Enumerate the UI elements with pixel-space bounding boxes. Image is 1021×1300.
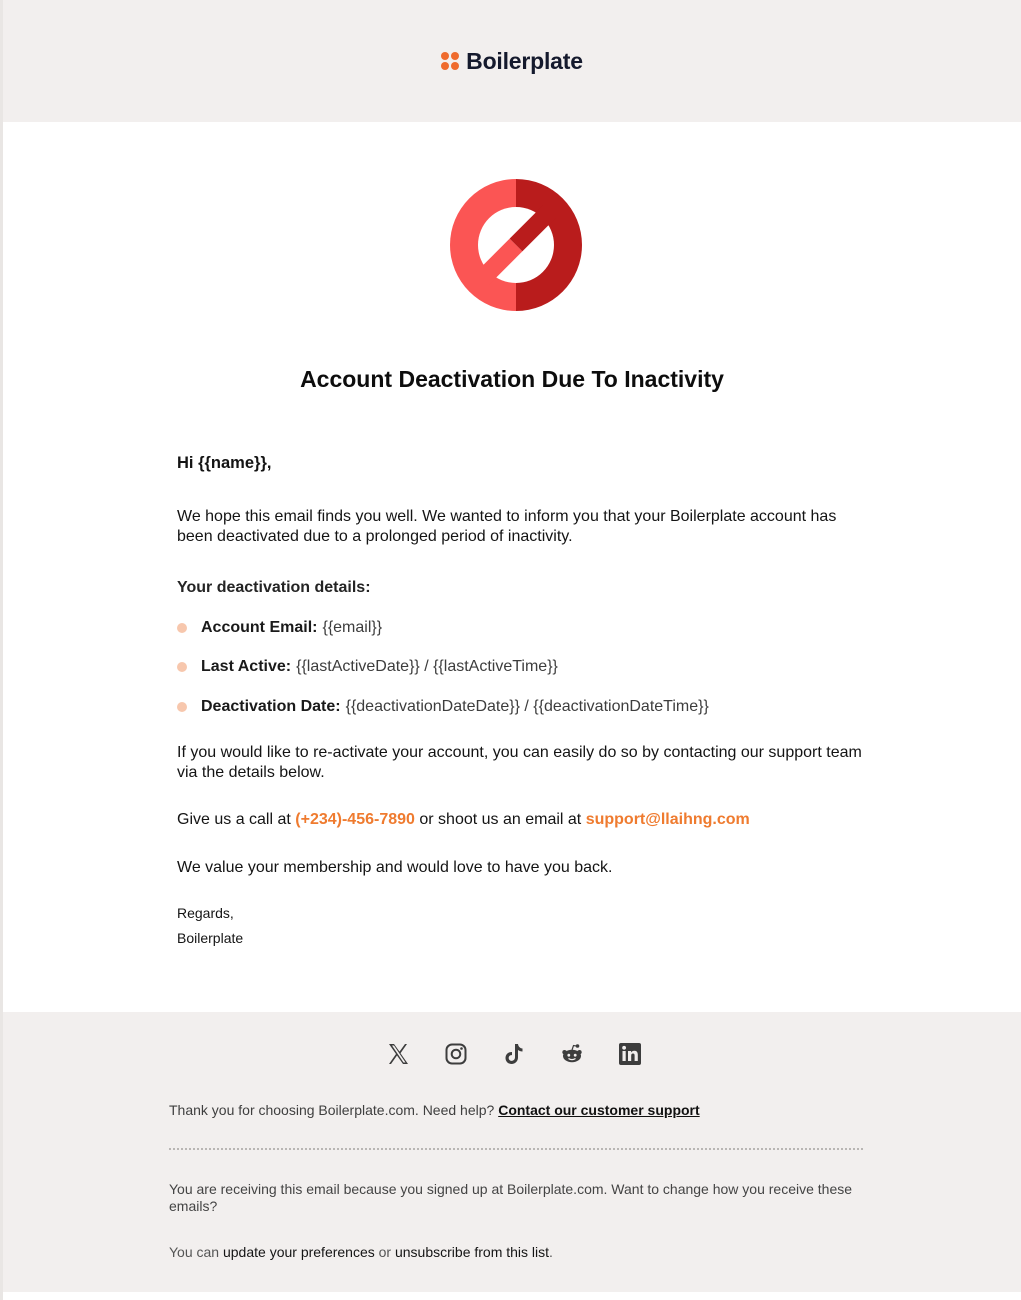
email-title: Account Deactivation Due To Inactivity — [300, 366, 724, 392]
prefs-prefix: You can — [169, 1244, 220, 1260]
detail-label: Last Active: — [201, 658, 292, 675]
detail-label: Deactivation Date: — [201, 698, 341, 715]
blocked-icon — [449, 178, 583, 312]
footer-divider — [169, 1148, 863, 1150]
prefs-suffix: . — [549, 1244, 553, 1260]
detail-item-account-email — [177, 618, 382, 638]
details-heading: Your deactivation details: — [177, 579, 371, 596]
reactivate-paragraph: If you would like to re-activate your account, you can easily do so by contacting our support team via the details below. — [177, 744, 862, 781]
subscription-notice: You are receiving this email because you signed up at Boilerplate.com. Want to change how you receive these emails? — [169, 1181, 853, 1214]
bullet-icon — [177, 662, 187, 672]
bullet-icon — [177, 702, 187, 712]
email-footer — [3, 1012, 1021, 1292]
preferences-text — [169, 1244, 553, 1260]
detail-label: Account Email: — [201, 619, 318, 636]
brand-name: Boilerplate — [466, 47, 583, 74]
help-message: Thank you for choosing Boilerplate.com. Need help? — [169, 1102, 495, 1118]
x-icon[interactable] — [386, 1042, 410, 1066]
bullet-icon — [177, 623, 187, 633]
reddit-icon[interactable] — [560, 1042, 584, 1066]
signoff: Boilerplate — [177, 930, 244, 946]
brand-logo[interactable] — [441, 48, 583, 75]
tiktok-icon[interactable] — [502, 1042, 526, 1066]
instagram-icon[interactable] — [444, 1042, 468, 1066]
detail-value: {{deactivationDateDate}} / {{deactivationDateTime}} — [345, 698, 709, 715]
phone-link[interactable]: (+234)-456-7890 — [295, 811, 415, 828]
prefs-middle: or — [378, 1244, 392, 1260]
email-header — [3, 0, 1021, 122]
detail-value: {{email}} — [322, 619, 383, 636]
greeting: Hi {{name}}, — [177, 454, 272, 472]
support-email-link[interactable]: support@llaihng.com — [585, 811, 750, 828]
linkedin-icon[interactable] — [618, 1042, 642, 1066]
detail-value: {{lastActiveDate}} / {{lastActiveTime}} — [296, 658, 558, 675]
social-links — [386, 1042, 642, 1066]
email-container — [3, 0, 1021, 1300]
detail-item-deactivation-date — [177, 697, 709, 717]
closing-paragraph: We value your membership and would love to have you back. — [177, 859, 613, 876]
contact-prefix: Give us a call at — [177, 811, 291, 828]
update-preferences-link[interactable]: update your preferences — [222, 1244, 375, 1260]
contact-paragraph — [177, 810, 867, 830]
unsubscribe-link[interactable]: unsubscribe from this list — [394, 1244, 550, 1260]
regards: Regards, — [177, 905, 234, 921]
contact-middle: or shoot us an email at — [419, 811, 582, 828]
brand-mark-icon — [441, 52, 459, 70]
detail-item-last-active — [177, 657, 558, 677]
customer-support-link[interactable]: Contact our customer support — [498, 1102, 700, 1118]
help-text — [169, 1102, 700, 1118]
intro-paragraph: We hope this email finds you well. We wanted to inform you that your Boilerplate account has been deactivated due to a prolonged period of inactivity. — [177, 508, 837, 545]
